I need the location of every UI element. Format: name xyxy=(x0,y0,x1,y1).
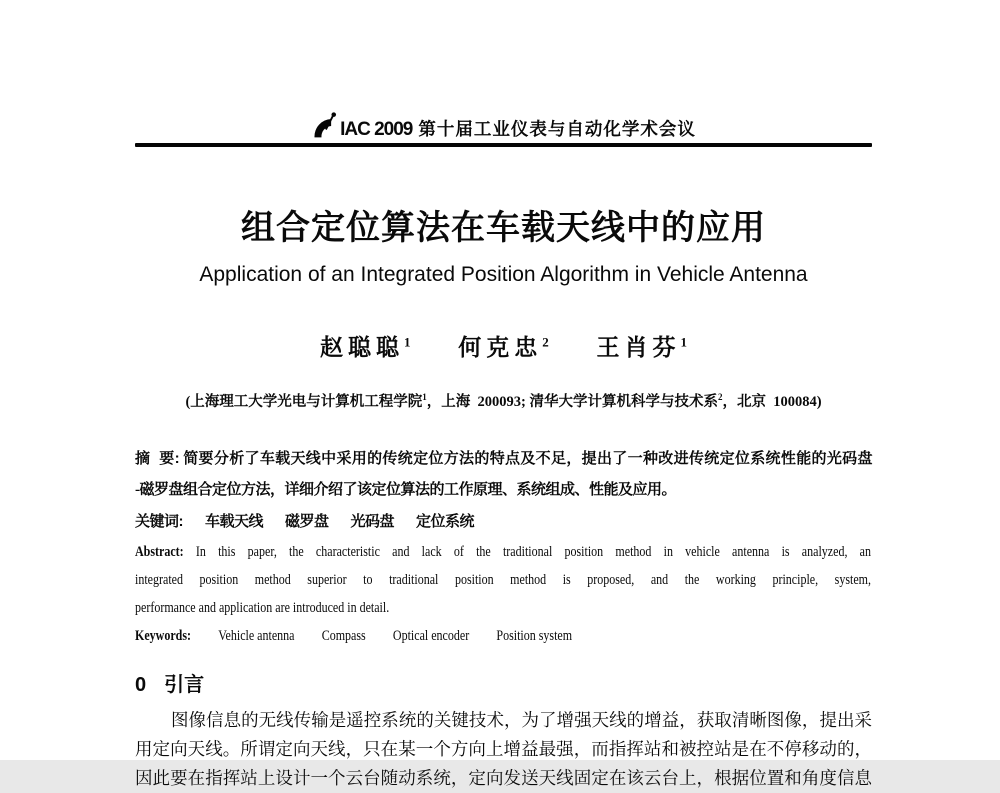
conference-logo xyxy=(311,112,412,140)
abstract-zh-text-1: 简要分析了车载天线中采用的传统定位方法的特点及不足，提出了一种改进传统定位系统性能的光码盘 xyxy=(179,450,872,467)
keyword-zh-2: 磁罗盘 xyxy=(285,513,329,530)
keywords-zh xyxy=(135,506,872,538)
paper-title-en: Application of an Integrated Position Algorithm in Vehicle Antenna xyxy=(199,262,808,286)
abstract-zh xyxy=(135,443,872,506)
keyword-zh-4: 定位系统 xyxy=(416,513,475,530)
author-1-affiliation-mark: 1 xyxy=(404,334,411,350)
intro-line-3: 因此要在指挥站上设计一个云台随动系统，定向发送天线固定在该云台上，根据位置和角度信息 xyxy=(135,767,872,788)
affiliation-sup-2: 2 xyxy=(717,392,723,403)
affiliation-part-1: (上海理工大学光电与计算机工程学院 xyxy=(185,393,423,410)
author-3-affiliation-mark: 1 xyxy=(680,334,687,350)
abstract-zh-label: 摘 要: xyxy=(135,449,180,467)
abstract-en-line-3: performance and application are introduced in detail. xyxy=(135,599,390,616)
keywords-zh-label: 关键词: xyxy=(135,512,183,530)
author-2-name: 何克忠 xyxy=(458,335,543,361)
intro-line-1: 图像信息的无线传输是遥控系统的关键技术，为了增强天线的增益，获取清晰图像，提出采 xyxy=(171,709,872,730)
affiliation-sup-1: 1 xyxy=(422,392,427,403)
affiliation-line xyxy=(135,386,872,413)
author-3-name: 王肖芬 xyxy=(596,335,681,361)
keywords-en xyxy=(135,622,871,650)
paper-title-zh: 组合定位算法在车载天线中的应用 xyxy=(241,208,766,247)
page-content xyxy=(135,0,872,793)
conference-header xyxy=(135,0,872,140)
keyword-zh-1: 车载天线 xyxy=(205,513,264,530)
keywords-en-label: Keywords: xyxy=(135,627,191,644)
section-0-number: 0 xyxy=(135,673,147,696)
author-1-name: 赵聪聪 xyxy=(320,335,404,361)
logo-text: IAC 2009 xyxy=(340,119,413,140)
section-0-title: 引言 xyxy=(164,673,205,696)
header-rule xyxy=(135,143,872,147)
abstract-en-text-1: In this paper, the characteristic and lack of the traditional position method in vehicle antenna is analyzed, an xyxy=(183,543,872,560)
author-2-affiliation-mark: 2 xyxy=(542,334,549,350)
author-2 xyxy=(458,335,549,360)
affiliation-part-3: ，北京 100084) xyxy=(722,393,822,410)
keyword-en-3: Optical encoder xyxy=(392,627,470,644)
keyword-en-2: Compass xyxy=(321,627,366,644)
section-0-heading xyxy=(135,672,872,698)
abstract-en-line-1 xyxy=(135,538,871,566)
abstract-zh-line-2: -磁罗盘组合定位方法，详细介绍了该定位算法的工作原理、系统组成、性能及应用。 xyxy=(135,481,676,498)
intro-paragraph xyxy=(135,706,872,793)
abstract-en-label: Abstract: xyxy=(135,543,184,560)
intro-line-2: 用定向天线。所谓定向天线，只在某一个方向上增益最强，而指挥站和被控站是在不停移动的， xyxy=(135,738,872,759)
keyword-en-1: Vehicle antenna xyxy=(218,627,295,644)
abstract-zh-line-1 xyxy=(135,443,872,475)
ciac-logo-icon xyxy=(311,112,339,140)
abstract-en-line-2: integrated position method superior to traditional position method is proposed, and the working principle, system, xyxy=(135,571,871,588)
author-1 xyxy=(320,335,411,360)
affiliation-part-2: ，上海 200093; 清华大学计算机科学与技术系 xyxy=(426,393,718,410)
keyword-zh-3: 光码盘 xyxy=(350,513,395,530)
abstract-en-block xyxy=(135,538,871,650)
conference-title: 第十届工业仪表与自动化学术会议 xyxy=(418,119,696,139)
author-3 xyxy=(597,335,688,360)
authors-line xyxy=(135,328,872,364)
keyword-en-4: Position system xyxy=(496,627,573,644)
